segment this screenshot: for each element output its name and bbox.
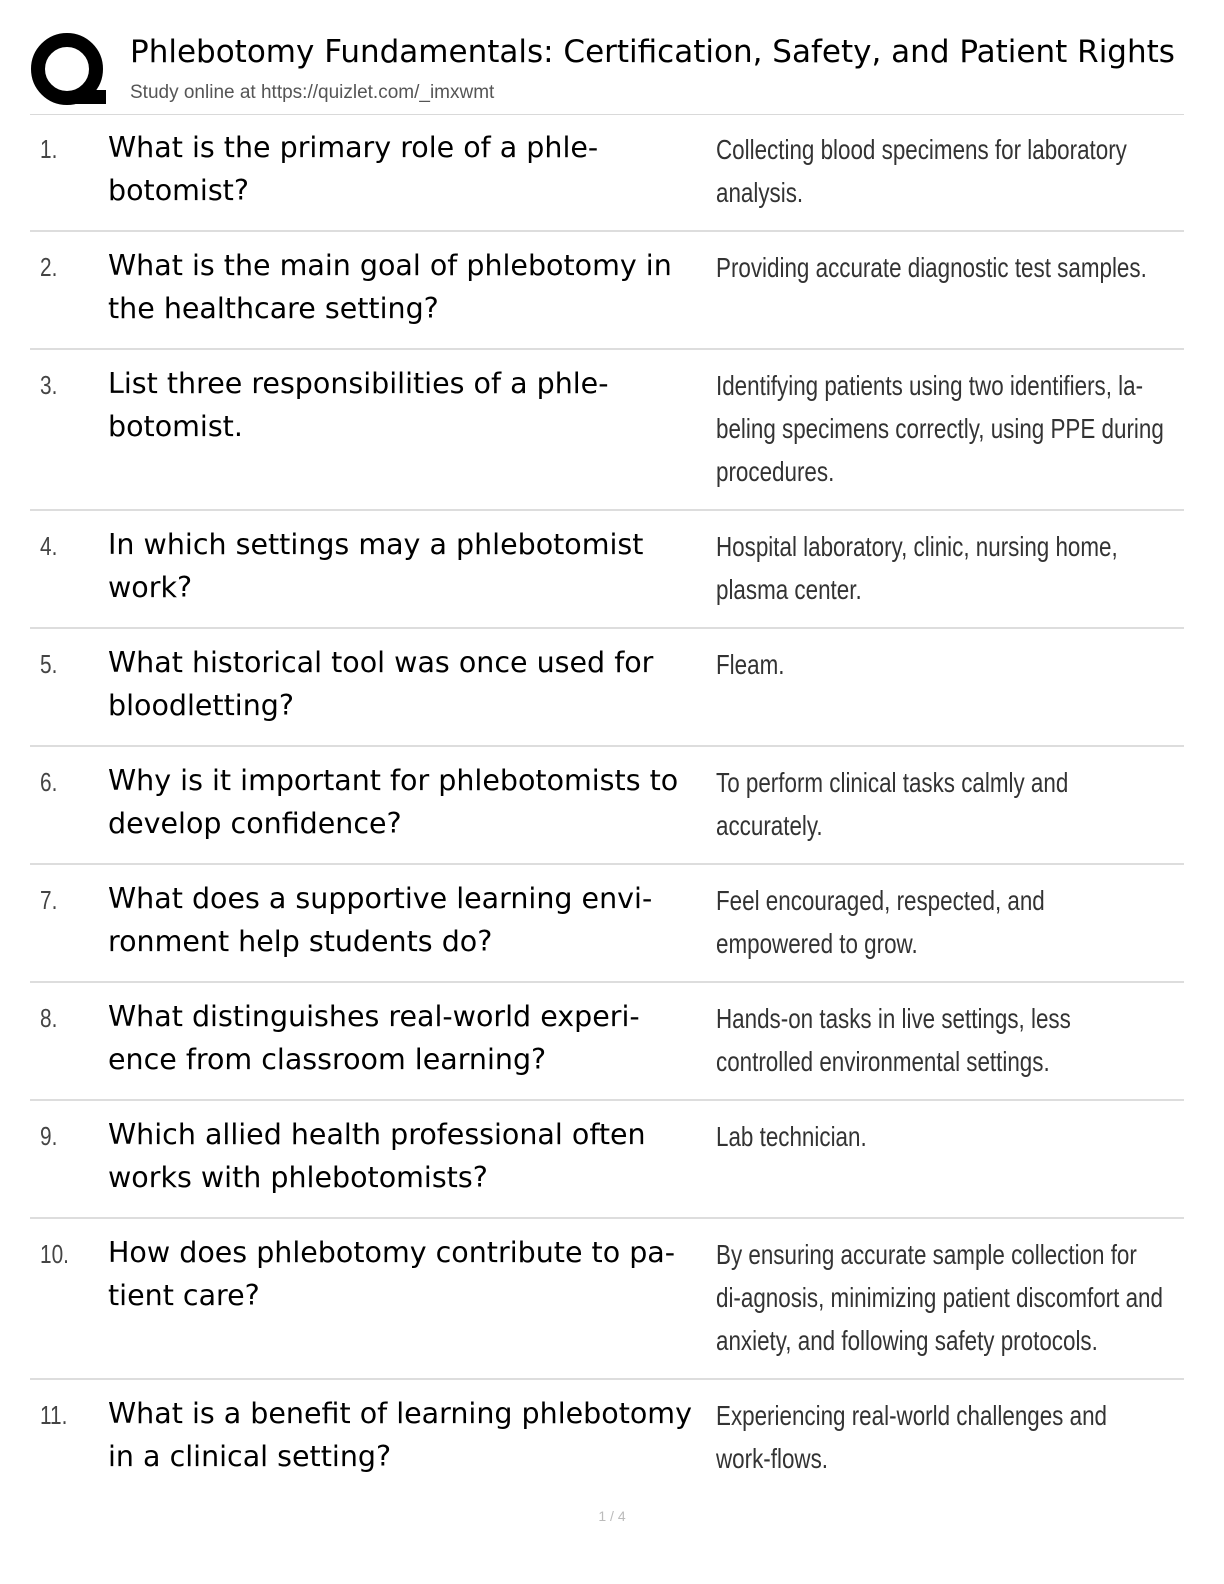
card-number: 5. bbox=[40, 649, 58, 679]
card-definition: Hospital laboratory, clinic, nursing home, plasma center. bbox=[716, 531, 1118, 605]
card-number: 4. bbox=[40, 531, 58, 561]
flashcard-row bbox=[30, 350, 1184, 511]
card-term: What is the main goal of phlebotomy in the healthcare setting? bbox=[108, 249, 672, 325]
card-number: 1. bbox=[40, 134, 58, 164]
page-title: Phlebotomy Fundamentals: Certification, Safety, and Patient Rights bbox=[130, 34, 1175, 70]
page-number: 1 / 4 bbox=[598, 1508, 626, 1524]
card-definition: Identifying patients using two identifiers, la-beling specimens correctly, using PPE during procedures. bbox=[716, 370, 1164, 487]
card-number: 8. bbox=[40, 1003, 58, 1033]
quizlet-q-logo bbox=[30, 32, 108, 110]
card-definition: Fleam. bbox=[716, 649, 785, 680]
card-number: 7. bbox=[40, 885, 58, 915]
page-header bbox=[30, 28, 1184, 115]
flashcard-row bbox=[30, 114, 1184, 232]
flashcard-row bbox=[30, 511, 1184, 629]
card-number: 10. bbox=[40, 1239, 69, 1269]
card-term: List three responsibilities of a phle-botomist. bbox=[108, 367, 609, 443]
card-definition: To perform clinical tasks calmly and accurately. bbox=[716, 767, 1069, 841]
study-link[interactable]: Study online at https://quizlet.com/_imxwmt bbox=[130, 82, 495, 103]
card-term: What distinguishes real-world experi-ence from classroom learning? bbox=[108, 1000, 640, 1076]
card-term: What is the primary role of a phle-botomist? bbox=[108, 131, 599, 207]
flashcard-row bbox=[30, 232, 1184, 350]
card-term: Why is it important for phlebotomists to develop confidence? bbox=[108, 764, 679, 840]
card-definition: By ensuring accurate sample collection for di-agnosis, minimizing patient discomfort and anxiety, and following safety protocols. bbox=[716, 1239, 1163, 1356]
card-term: What does a supportive learning envi-ronment help students do? bbox=[108, 882, 653, 958]
flashcard-row bbox=[30, 983, 1184, 1101]
card-definition: Providing accurate diagnostic test samples. bbox=[716, 252, 1147, 283]
card-definition: Collecting blood specimens for laboratory analysis. bbox=[716, 134, 1127, 208]
card-definition: Experiencing real-world challenges and work-flows. bbox=[716, 1400, 1107, 1474]
flashcard-row bbox=[30, 1380, 1184, 1498]
card-definition: Hands-on tasks in live settings, less controlled environmental settings. bbox=[716, 1003, 1071, 1077]
flashcard-row bbox=[30, 629, 1184, 747]
card-term: What is a benefit of learning phlebotomy in a clinical setting? bbox=[108, 1397, 692, 1473]
flashcard-row bbox=[30, 865, 1184, 983]
card-number: 2. bbox=[40, 252, 58, 282]
card-term: What historical tool was once used for bloodletting? bbox=[108, 646, 654, 722]
card-term: How does phlebotomy contribute to pa-tient care? bbox=[108, 1236, 676, 1312]
flashcard-row bbox=[30, 747, 1184, 865]
flashcard-row bbox=[30, 1101, 1184, 1219]
flashcard-list bbox=[30, 114, 1184, 1498]
card-term: Which allied health professional often works with phlebotomists? bbox=[108, 1118, 646, 1194]
card-definition: Lab technician. bbox=[716, 1121, 867, 1152]
card-number: 6. bbox=[40, 767, 58, 797]
card-number: 11. bbox=[40, 1400, 68, 1430]
card-number: 9. bbox=[40, 1121, 58, 1151]
card-definition: Feel encouraged, respected, and empowered to grow. bbox=[716, 885, 1045, 959]
card-term: In which settings may a phlebotomist work? bbox=[108, 528, 644, 604]
card-number: 3. bbox=[40, 370, 58, 400]
flashcard-row bbox=[30, 1219, 1184, 1380]
